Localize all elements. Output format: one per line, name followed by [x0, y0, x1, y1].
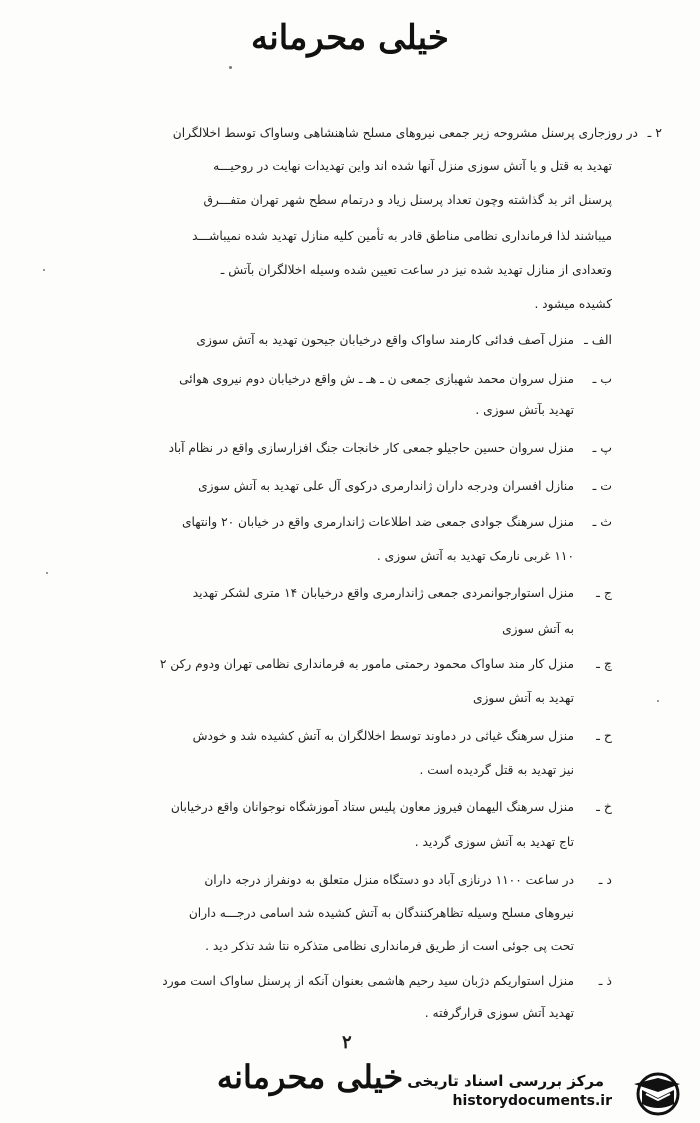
item-key: ت ـ: [592, 478, 612, 493]
item-line: تهدید بآتش سوزی .: [475, 403, 574, 417]
intro-line: میباشند لذا فرمانداری نظامی مناطق قادر به تأمین کلیه منازل تهدید شده نمیباشـــد: [192, 229, 612, 243]
intro-line: وتعدادی از منازل تهدید شده نیز در ساعت تعیین شده وسیله اخلالگران بآتش ـ: [220, 263, 612, 277]
item-line: تهدید آتش سوزی قرارگرفته .: [424, 1006, 574, 1020]
item-line: تحت پی جوئی است از طریق فرمانداری نظامی متذکره نتا شد تذکر دید .: [205, 939, 574, 953]
item-line: به آتش سوزی: [502, 622, 574, 636]
item-key: الف ـ: [584, 332, 612, 347]
item-line: منزل سرهنگ غیاثی در دماوند توسط اخلالگران به آتش کشیده شد و خودش: [192, 729, 574, 743]
item-key: خ ـ: [596, 799, 612, 814]
classification-header: خیلی محرمانه: [251, 18, 449, 58]
item-line: در ساعت ۱۱۰۰ درنازی آباد دو دستگاه منزل متعلق به دونفراز درجه داران: [204, 873, 574, 887]
item-key: ح ـ: [596, 728, 612, 743]
item-line: نیروهای مسلح وسیله تظاهرکنندگان به آتش کشیده شد اسامی درجـــه داران: [188, 906, 574, 920]
scan-speck: [46, 572, 48, 574]
item-line: منزل استوارجوانمردی جمعی ژاندارمری واقع درخیابان ۱۴ متری لشکر تهدید: [192, 586, 574, 600]
classification-footer: خیلی محرمانه: [216, 1058, 404, 1096]
item-line: منزل سرهنگ جوادی جمعی ضد اطلاعات ژاندارمری واقع در خیابان ۲۰ وانتهای: [181, 515, 574, 529]
item-line: تهدید به آتش سوزی: [473, 691, 574, 705]
intro-line: پرسنل اثر بد گذاشته وچون تعداد پرسنل زیاد و درتمام سطح شهر تهران متفـــرق: [203, 193, 612, 207]
item-line: منزل کار مند ساواک محمود رحمتی مامور به فرمانداری نظامی تهران ودوم رکن ۲: [159, 657, 574, 671]
item-key: د ـ: [598, 872, 612, 887]
item-line: منزل استواریکم دژبان سید رحیم هاشمی بعنوان آنکه از پرسنل ساواک است مورد: [162, 974, 574, 988]
watermark-text-en: historydocuments.ir: [452, 1093, 612, 1109]
scan-speck: [43, 269, 45, 271]
item-key: چ ـ: [596, 656, 612, 671]
item-line: منزل سروان حسین حاجیلو جمعی کار خانجات جنگ افزارسازی واقع در نظام آباد: [168, 441, 574, 455]
item-line: منزل سروان محمد شهبازی جمعی ن ـ هـ ـ ش واقع درخیابان دوم نیروی هوائی: [179, 372, 574, 386]
intro-line: تهدید به قتل و یا آتش سوزی منزل آنها شده اند واین تهدیدات نهایت در روحیـــه: [213, 159, 612, 173]
item-line: نیز تهدید به قتل گردیده است .: [419, 763, 574, 777]
item-key: ذ ـ: [598, 973, 612, 988]
item-key: ب ـ: [592, 371, 612, 386]
item-key: ج ـ: [596, 585, 612, 600]
intro-line: کشیده میشود .: [534, 297, 612, 311]
item-line: تاج تهدید به آتش سوزی گردید .: [414, 835, 574, 849]
item-line: منزل سرهنگ الیهمان فیروز معاون پلیس ستاد آموزشگاه نوجوانان واقع درخیابان: [170, 800, 574, 814]
scan-speck: [229, 66, 232, 69]
item-key: پ ـ: [592, 440, 612, 455]
archive-logo-icon: [628, 1070, 684, 1118]
item-key: ث ـ: [592, 514, 612, 529]
item-line: منزل آصف فدائی کارمند ساواک واقع درخیابان جیحون تهدید به آتش سوزی: [196, 333, 574, 347]
item-line: ۱۱۰ غربی نارمک تهدید به آتش سوزی .: [376, 549, 574, 563]
intro-line: در روزجاری پرسنل مشروحه زیر جمعی نیروهای مسلح شاهنشاهی وساواک توسط اخلالگران: [172, 126, 638, 140]
watermark-text-fa: مرکز بررسی اسناد تاریخی: [407, 1072, 604, 1090]
paragraph-number: ۲ ـ: [647, 125, 662, 140]
scan-speck: [657, 700, 659, 702]
item-line: منازل افسران ودرجه داران ژاندارمری درکوی آل علی تهدید به آتش سوزی: [198, 479, 574, 493]
page-mark: ۲: [342, 1032, 352, 1053]
